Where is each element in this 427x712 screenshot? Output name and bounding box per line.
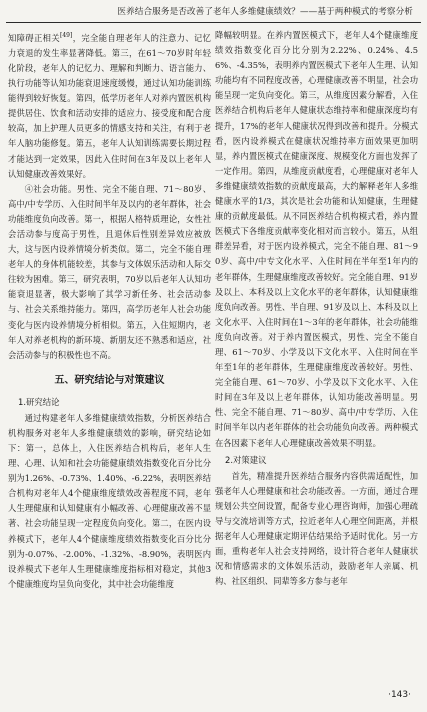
paragraph-suggestions: 首先，精准提升医养结合服务内容供需适配性，加强老年人心理健康和社会功能改善。一方面，通过合理规划公共空间设置，配备专业心理咨询师，加强心理疏导与交流培训等方式，拉近老年人心理空间距离，并根据老年人心理健康定期评估结果给予适时优化。另一方面，重构老年人社会支持网络，设计符合老年人健康状况和情感需求的文体娱乐活动，鼓励老年人亲属、机构、社区组织、同辈等多方参与老年 bbox=[215, 470, 418, 587]
citation-ref: [49] bbox=[60, 32, 73, 39]
right-column bbox=[215, 28, 418, 682]
paragraph-social-function: ④社会功能。男性、完全不能自理、71～80岁、高中/中专学历、入住时间半年及以内的老年群体，社会功能维度负向改善。第一，根据人格特质理论，女性社会活动参与度高于男性，且退休后性别差异效应被放大，这与医内设养情境分析类似。第二，完全不能自理老年人的身体机能较差，其参与文体娱乐活动和人际交往较为困难。第三，研究表明，70岁以后老年人认知功能衰退显著，极大影响了其学习新任务、社会活动参与、社会关系维持能力。第四，高学历老年人社会功能变化与医内设养情境分析相似。第五，入住短期内，老年人对养老机构的新环境、新朋友还不熟悉和适应，社会活动参与的积极性也不高。 bbox=[8, 183, 211, 360]
paragraph-conclusions-continued: 降幅较明显。在养内置医模式下，老年人4个健康维度绩效指数变化百分比分别为2.22%、0.24%、4.56%、-4.35%，表明养内置医模式下老年人生理、认知功能均有不同程度改善，心理健康改善不明显，社会功能呈现一定负向变化。第三，从维度因素分解看，入住医养结合机构后老年人健康状态维持率和健康深度均有提升，17%的老年人健康状况得到改善和提升。分模式看，医内设养模式在健康状况维持率方面效果更加明显，养内置医模式在健康深度、规模变化方面也发挥了一定作用。第四，从维度贡献度看，心理健康对老年人多维健康绩效指数的贡献度最高，大约解释老年人多维健康水平的1/3，其次是社会功能和认知健康，生理健康的贡献度最低。从不同医养结合机构模式看，养内置医模式下各维度贡献率变化相对而言较小。第五，从组群差异看，对于医内设养模式，完全不能自理、81～90岁、高中/中专文化水平、入住时间在半年至1年内的老年群体，生理健康维度改善较好。完全能自理、91岁及以上、本科及以上文化水平的老年群体，认知健康维度负向改善。男性、半自理、91岁及以上、本科及以上文化水平、入住时间在1～3年的老年群体，社会功能维度负向改善。对于养内置医模式，男性、完全不能自理、61～70岁、小学及以下文化水平、入住时间在半年至1年的老年群体，生理健康维度改善较好。男性、完全能自理、61～70岁、小学及以下文化水平、入住时间在3年及以上老年群体，认知功能改善明显。男性、完全不能自理、71～80岁、高中/中专学历、入住时间半年以内老年群体的社会功能负向改善。两种模式在各因素下老年人心理健康改善效果不明显。 bbox=[215, 30, 418, 448]
header-rule bbox=[6, 22, 421, 23]
subsection-title-suggestions: 2.对策建议 bbox=[225, 454, 267, 465]
left-column bbox=[8, 28, 211, 682]
text-segment: ，完全能自理老年人的注意力、记忆力衰退的发生率显著降低。第三，在61～70岁时年轻化阶段，老年人的记忆力、理解和判断力、语言能力、执行功能等认知功能衰退速度缓慢，通过认知功能训练能得到较好恢复。第四，低学历老年人对养内置医机构提供居住、饮食和活动安排的适应力、接受度和配合度较高，加上护理人员更多的情感支持和关注，有利于老年人脑功能修复。第五，老年人认知训练需要长期过程才能达到一定效果，因此入住时间在3年及以上老年人认知健康改善效果好。 bbox=[8, 32, 211, 179]
subsection-title-conclusions: 1.研究结论 bbox=[18, 396, 60, 407]
section-title: 五、研究结论与对策建议 bbox=[54, 374, 165, 386]
running-header: 医养结合服务是否改善了老年人多维健康绩效？——基于两种模式的考察分析 bbox=[117, 7, 413, 17]
paragraph-cognitive-continued bbox=[8, 28, 211, 182]
page-number: ·143· bbox=[388, 690, 411, 700]
text-segment: 知障碍正相关 bbox=[8, 32, 60, 43]
paragraph-conclusions: 通过构建老年人多维健康绩效指数，分析医养结合机构服务对老年人多维健康绩效的影响，研究结论如下：第一，总体上，入住医养结合机构后，老年人生理、心理、认知和社会功能健康绩效指数变化百分比分别为1.26%、-0.73%、1.40%、-6.22%，表明医养结合机构对老年人4个健康维度绩效改善程度不同，老年人生理健康和认知健康有小幅改善、心理健康改善不显著、社会功能呈现一定程度负向变化。第二，在医内设养模式下，老年人4个健康维度绩效指数变化百分比分别为-0.07%、-2.00%、-1.32%、-8.90%，表明医内设养模式下老年人生理健康维度指标相对稳定，其他3个健康维度均呈负向变化，其中社会功能维度 bbox=[8, 412, 211, 589]
